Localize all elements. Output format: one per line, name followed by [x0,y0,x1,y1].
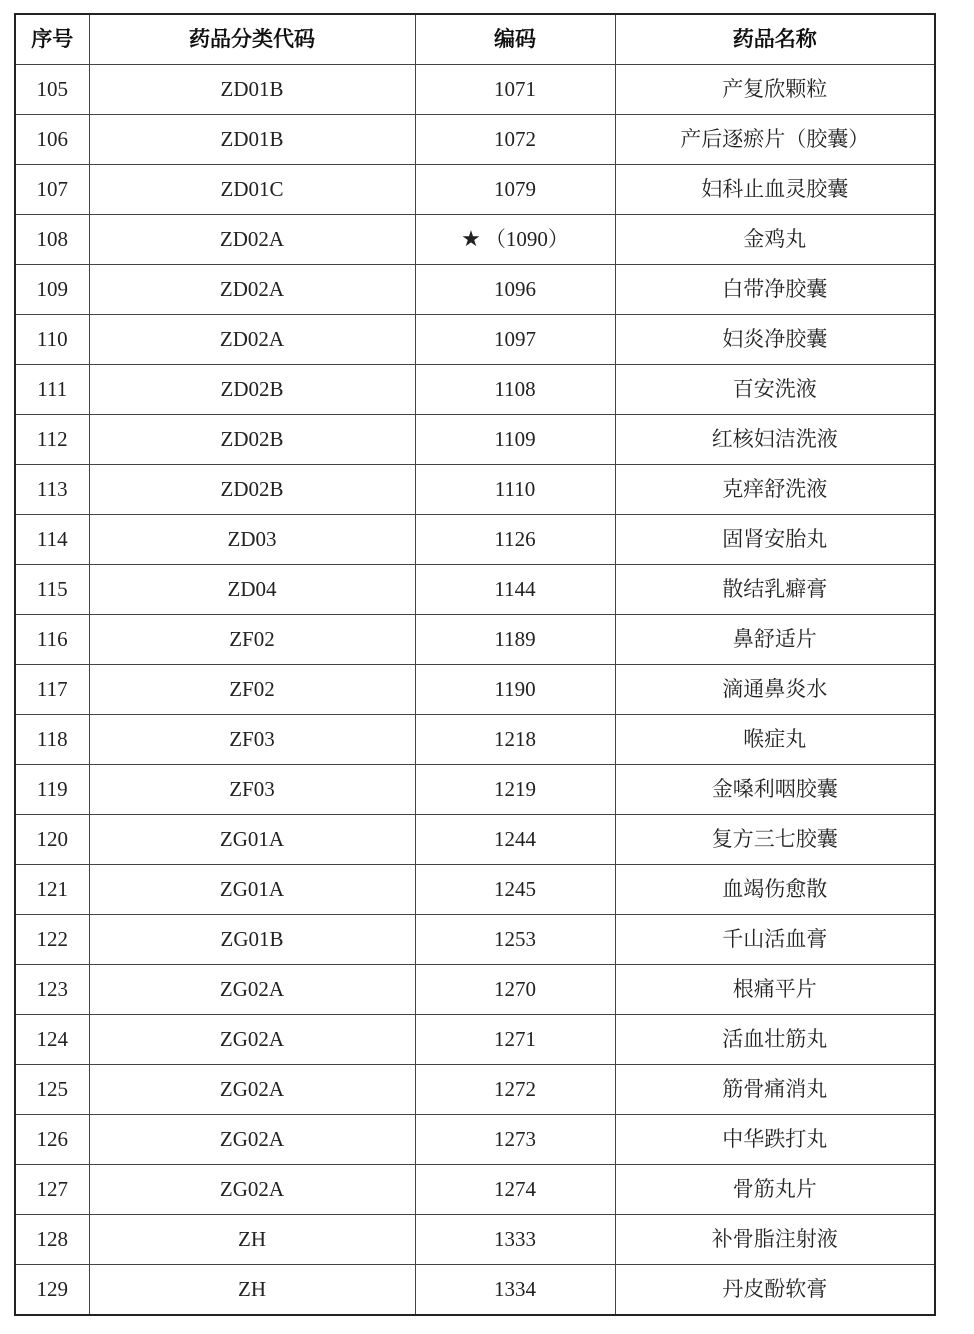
cell-category: ZH [89,1215,415,1265]
table-row [15,315,935,365]
table-row [15,915,935,965]
cell-name: 金嗓利咽胶囊 [615,765,935,815]
cell-seq: 107 [15,165,89,215]
cell-seq: 109 [15,265,89,315]
cell-code-text: 1334 [494,1277,536,1301]
cell-code-text: 1253 [494,927,536,951]
cell-seq: 115 [15,565,89,615]
cell-name: 产后逐瘀片（胶囊） [615,115,935,165]
cell-seq: 125 [15,1065,89,1115]
table-row [15,265,935,315]
cell-code-text: 1110 [494,477,536,501]
cell-seq: 108 [15,215,89,265]
cell-seq: 111 [15,365,89,415]
cell-code-text: 1245 [494,877,536,901]
cell-category: ZF03 [89,765,415,815]
cell-category: ZD04 [89,565,415,615]
cell-seq: 120 [15,815,89,865]
cell-seq: 117 [15,665,89,715]
cell-category: ZG02A [89,1015,415,1065]
table-row [15,1015,935,1065]
cell-code-text: 1273 [494,1127,536,1151]
cell-code [415,1265,615,1316]
table-row [15,765,935,815]
cell-category: ZD02B [89,365,415,415]
cell-seq: 128 [15,1215,89,1265]
cell-seq: 106 [15,115,89,165]
cell-name: 喉症丸 [615,715,935,765]
cell-category: ZD02B [89,465,415,515]
cell-seq: 129 [15,1265,89,1316]
cell-category: ZD01B [89,65,415,115]
cell-category: ZD02A [89,315,415,365]
column-header-seq: 序号 [15,14,89,65]
cell-code [415,665,615,715]
cell-name: 中华跌打丸 [615,1115,935,1165]
table-row [15,65,935,115]
cell-code [415,115,615,165]
cell-name: 白带净胶囊 [615,265,935,315]
cell-name: 固肾安胎丸 [615,515,935,565]
cell-seq: 124 [15,1015,89,1065]
cell-category: ZG01B [89,915,415,965]
star-icon: ★ [461,226,481,252]
column-header-code: 编码 [415,14,615,65]
table-row [15,365,935,415]
cell-code [415,65,615,115]
cell-code [415,815,615,865]
table-row [15,1265,935,1316]
column-header-name: 药品名称 [615,14,935,65]
cell-category: ZG02A [89,1115,415,1165]
cell-code-text: 1108 [494,377,536,401]
cell-code-text: 1096 [494,277,536,301]
cell-code [415,565,615,615]
cell-name: 根痛平片 [615,965,935,1015]
cell-code [415,1065,615,1115]
cell-seq: 123 [15,965,89,1015]
cell-code-text: 1109 [494,427,536,451]
cell-code-text: 1079 [494,177,536,201]
cell-code [415,265,615,315]
cell-category: ZG02A [89,965,415,1015]
table-row [15,1065,935,1115]
cell-name: 滴通鼻炎水 [615,665,935,715]
cell-seq: 116 [15,615,89,665]
cell-code [415,465,615,515]
table-row [15,415,935,465]
cell-category: ZD02A [89,265,415,315]
table-body [15,65,935,1316]
cell-seq: 121 [15,865,89,915]
cell-name: 千山活血膏 [615,915,935,965]
cell-seq: 126 [15,1115,89,1165]
cell-seq: 118 [15,715,89,765]
cell-code-text: 1270 [494,977,536,1001]
cell-code [415,915,615,965]
table-row [15,115,935,165]
cell-code [415,515,615,565]
cell-code-text: 1218 [494,727,536,751]
cell-category: ZF03 [89,715,415,765]
cell-code [415,865,615,915]
cell-seq: 113 [15,465,89,515]
cell-name: 血竭伤愈散 [615,865,935,915]
table-row [15,515,935,565]
cell-code [415,715,615,765]
table-row [15,815,935,865]
cell-seq: 114 [15,515,89,565]
table-row [15,165,935,215]
cell-category: ZF02 [89,665,415,715]
cell-seq: 122 [15,915,89,965]
cell-seq: 112 [15,415,89,465]
cell-code-text: 1219 [494,777,536,801]
table-row [15,965,935,1015]
cell-name: 妇科止血灵胶囊 [615,165,935,215]
cell-category: ZG02A [89,1065,415,1115]
cell-category: ZG02A [89,1165,415,1215]
cell-code-text: 1272 [494,1077,536,1101]
cell-code [415,1165,615,1215]
cell-code-text: 1126 [494,527,536,551]
table-row [15,565,935,615]
cell-code-text: 1072 [494,127,536,151]
cell-code-text: 1244 [494,827,536,851]
cell-code-text: 1189 [494,627,536,651]
cell-seq: 110 [15,315,89,365]
cell-code [415,1115,615,1165]
cell-code-text: 1271 [494,1027,536,1051]
cell-name: 骨筋丸片 [615,1165,935,1215]
table-row [15,615,935,665]
cell-code [415,615,615,665]
cell-name: 散结乳癖膏 [615,565,935,615]
cell-code [415,415,615,465]
cell-code [415,765,615,815]
cell-seq: 119 [15,765,89,815]
table-row [15,665,935,715]
cell-name: 筋骨痛消丸 [615,1065,935,1115]
cell-code [415,965,615,1015]
table-row [15,715,935,765]
cell-code [415,365,615,415]
cell-category: ZG01A [89,815,415,865]
cell-name: 复方三七胶囊 [615,815,935,865]
cell-category: ZF02 [89,615,415,665]
cell-code [415,215,615,265]
cell-name: 金鸡丸 [615,215,935,265]
cell-name: 克痒舒洗液 [615,465,935,515]
cell-code-text: 1190 [494,677,536,701]
table-row [15,1215,935,1265]
cell-code-text: 1071 [494,77,536,101]
cell-code [415,1015,615,1065]
cell-code [415,315,615,365]
cell-category: ZH [89,1265,415,1316]
table-row [15,1165,935,1215]
table-row [15,865,935,915]
cell-name: 丹皮酚软膏 [615,1265,935,1316]
cell-code-text: 1144 [494,577,536,601]
table-header-row [15,14,935,65]
cell-category: ZD02A [89,215,415,265]
drug-list-table [14,13,936,1316]
column-header-category: 药品分类代码 [89,14,415,65]
cell-seq: 127 [15,1165,89,1215]
cell-category: ZD03 [89,515,415,565]
cell-category: ZD01C [89,165,415,215]
cell-code [415,1215,615,1265]
cell-name: 活血壮筋丸 [615,1015,935,1065]
cell-code-text: 1274 [494,1177,536,1201]
cell-category: ZD02B [89,415,415,465]
table-row [15,215,935,265]
cell-name: 鼻舒适片 [615,615,935,665]
cell-name: 妇炎净胶囊 [615,315,935,365]
cell-code-text: （1090） [484,226,569,251]
table-row [15,465,935,515]
cell-category: ZG01A [89,865,415,915]
cell-seq: 105 [15,65,89,115]
cell-name: 百安洗液 [615,365,935,415]
cell-name: 红核妇洁洗液 [615,415,935,465]
cell-code-text: 1333 [494,1227,536,1251]
cell-code-text: 1097 [494,327,536,351]
cell-name: 补骨脂注射液 [615,1215,935,1265]
table-row [15,1115,935,1165]
cell-category: ZD01B [89,115,415,165]
cell-name: 产复欣颗粒 [615,65,935,115]
cell-code [415,165,615,215]
